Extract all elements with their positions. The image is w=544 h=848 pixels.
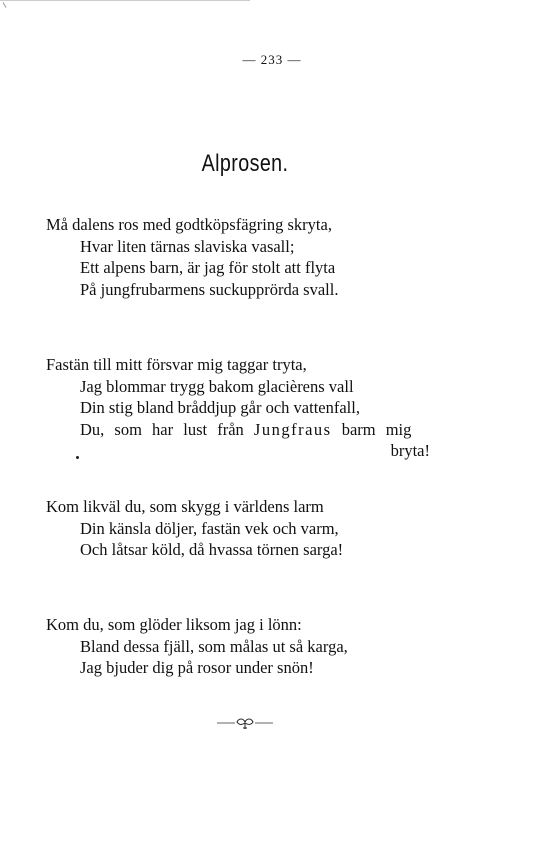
end-ornament bbox=[0, 716, 490, 737]
stanza-2 bbox=[46, 354, 466, 462]
stanza-2-line-5-turnover: bryta! bbox=[390, 441, 430, 460]
stanza-2-line-4 bbox=[46, 419, 466, 441]
stanza-4 bbox=[46, 614, 466, 679]
stanza-1-line-1-text: Må dalens ros med godtköpsfägring skryta, bbox=[46, 215, 332, 234]
stanza-1-line-1 bbox=[46, 214, 466, 236]
fleuron-icon bbox=[215, 716, 275, 732]
page-number: — 233 — bbox=[242, 52, 302, 67]
stanza-1-line-3: Ett alpens barn, är jag för stolt att flyta bbox=[80, 258, 336, 277]
scan-edge-mark bbox=[3, 2, 7, 8]
stanza-4-line-1: Kom du, som glöder liksom jag i lönn: bbox=[46, 615, 302, 634]
stanza-3-line-1: Kom likväl du, som skygg i världens larm bbox=[46, 497, 324, 516]
stanza-1 bbox=[46, 214, 466, 300]
print-speck bbox=[76, 456, 79, 459]
stanza-2-line-4-start: Du, som har lust från bbox=[80, 419, 244, 439]
stanza-1-line-4: På jungfrubarmens suckupprörda svall. bbox=[80, 279, 339, 299]
stanza-3-line-3: Och låtsar köld, då hvassa törnen sarga! bbox=[80, 540, 344, 559]
poem-title: Alprosen. bbox=[201, 150, 289, 177]
stanza-1-line-2: Hvar liten tärnas slaviska vasall; bbox=[80, 236, 295, 256]
stanza-2-line-4-end: barm mig bbox=[341, 419, 412, 439]
stanza-4-line-3: Jag bjuder dig på rosor under snön! bbox=[80, 658, 314, 677]
stanza-4-line-2: Bland dessa fjäll, som målas ut så karga, bbox=[80, 636, 348, 656]
stanza-3 bbox=[46, 496, 466, 561]
stanza-2-line-2: Jag blommar trygg bakom glacièrens vall bbox=[80, 376, 354, 396]
stanza-2-line-1: Fastän till mitt försvar mig taggar tryta, bbox=[46, 355, 307, 374]
stanza-2-line-3: Din stig bland bråddjup går och vattenfall, bbox=[80, 398, 360, 417]
stanza-3-line-2: Din känsla döljer, fastän vek och varm, bbox=[80, 518, 339, 538]
jungfraus-spaced-word: Jungfraus bbox=[253, 419, 332, 439]
scan-edge-line bbox=[0, 0, 250, 1]
